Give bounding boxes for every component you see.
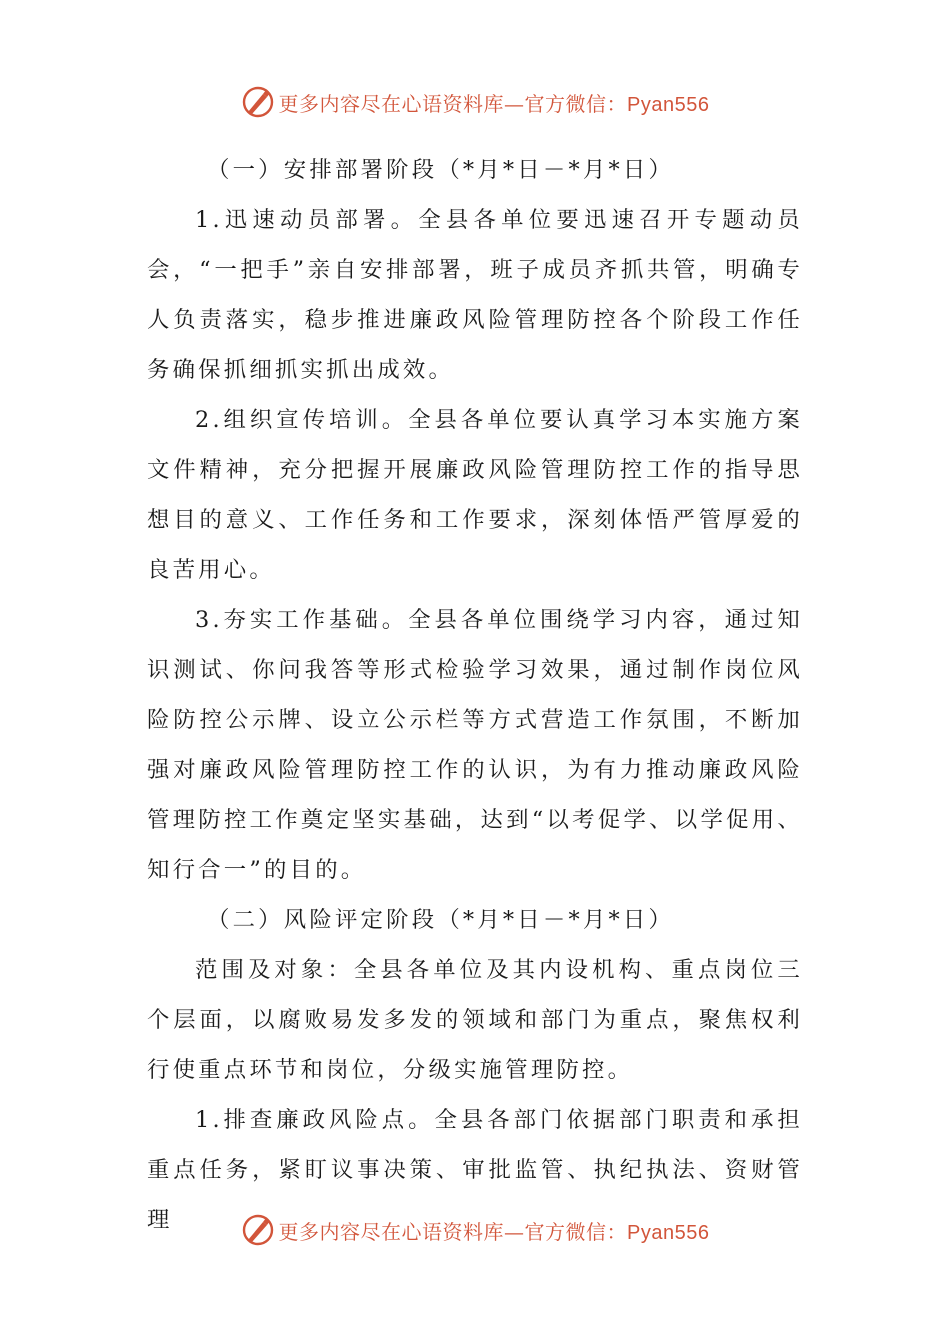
paragraph-3: 3.夯实工作基础。全县各单位围绕学习内容，通过知识测试、你问我答等形式检验学习效果，通过制作岗位风险防控公示牌、设立公示栏等方式营造工作氛围，不断加强对廉政风险管理防控工作的认识，为有力推动廉政风险管理防控工作奠定坚实基础，达到“以考促学、以学促用、知行合一”的目的。 bbox=[147, 607, 803, 883]
section-heading-2: （二）风险评定阶段（*月*日－*月*日） bbox=[207, 907, 675, 933]
paragraph-2: 2.组织宣传培训。全县各单位要认真学习本实施方案文件精神，充分把握开展廉政风险管理防控工作的指导思想目的意义、工作任务和工作要求，深刻体悟严管厚爱的良苦用心。 bbox=[147, 407, 803, 583]
section-heading-1: （一）安排部署阶段（*月*日－*月*日） bbox=[207, 157, 675, 183]
header-watermark-banner bbox=[0, 82, 950, 122]
paragraph-4: 范围及对象：全县各单位及其内设机构、重点岗位三个层面，以腐败易发多发的领域和部门为重点，聚焦权利行使重点环节和岗位，分级实施管理防控。 bbox=[147, 957, 803, 1083]
banner-text: 更多内容尽在心语资料库—官方微信：Pyan556 bbox=[278, 1219, 710, 1244]
footer-watermark-banner bbox=[0, 1210, 950, 1250]
document-body bbox=[147, 145, 803, 1245]
wechat-id: Pyan556 bbox=[627, 93, 710, 116]
pen-circle-logo-icon bbox=[241, 1213, 275, 1247]
paragraph-5: 1.排查廉政风险点。全县各部门依据部门职责和承担重点任务，紧盯议事决策、审批监管、执纪执法、资财管理 bbox=[147, 1107, 803, 1233]
wechat-id: Pyan556 bbox=[627, 1221, 710, 1244]
banner-text: 更多内容尽在心语资料库—官方微信：Pyan556 bbox=[278, 91, 710, 116]
pen-circle-logo-icon bbox=[241, 85, 275, 119]
paragraph-1: 1.迅速动员部署。全县各单位要迅速召开专题动员会，“一把手”亲自安排部署，班子成员齐抓共管，明确专人负责落实，稳步推进廉政风险管理防控各个阶段工作任务确保抓细抓实抓出成效。 bbox=[147, 207, 803, 383]
